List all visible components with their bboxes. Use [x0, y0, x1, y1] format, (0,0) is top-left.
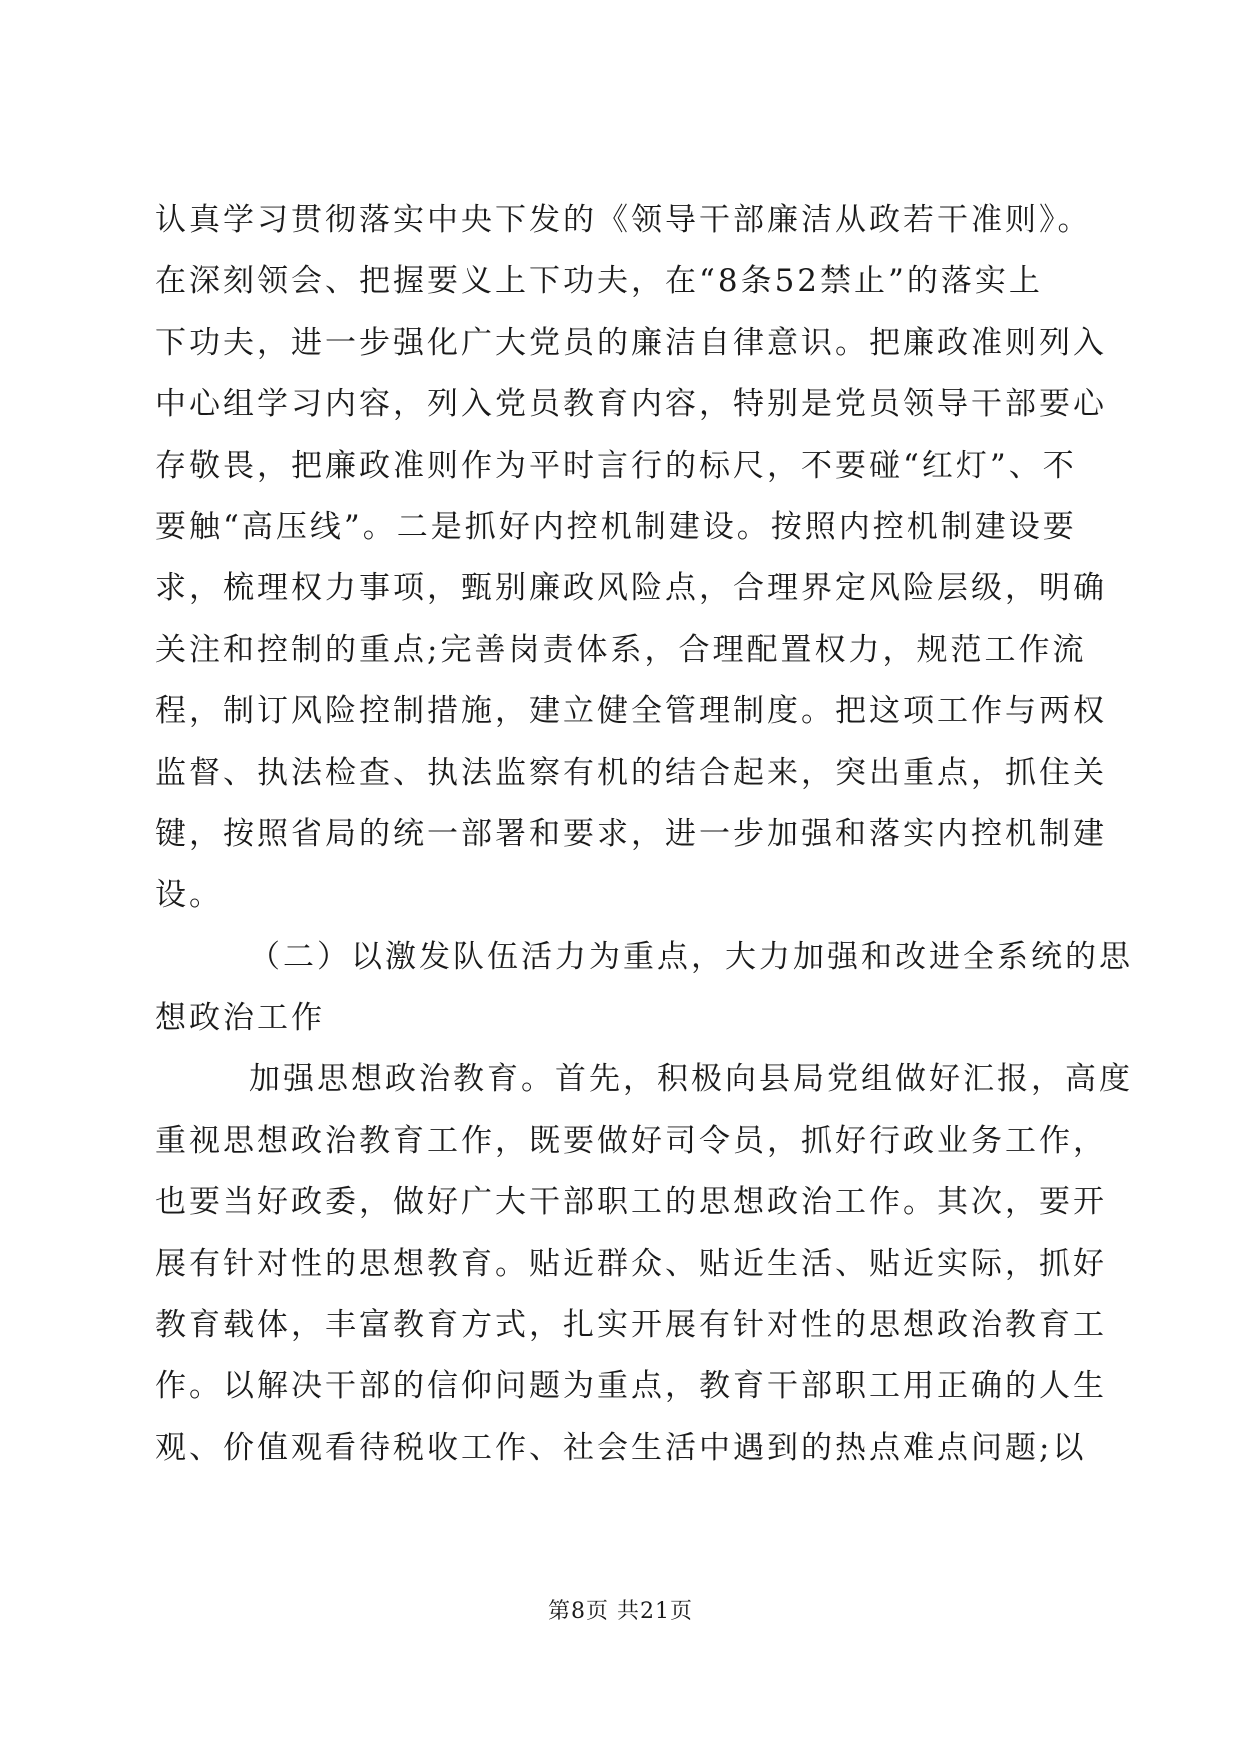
text-line: 下功夫，进一步强化广大党员的廉洁自律意识。把廉政准则列入 [155, 324, 1107, 361]
paragraph-first-line: 加强思想政治教育。首先，积极向县局党组做好汇报，高度 [249, 1061, 1133, 1098]
text-line: 设。 [155, 877, 223, 914]
text-line: 求，梳理权力事项，甄别廉政风险点，合理界定风险层级，明确 [155, 570, 1107, 607]
text-line: 展有针对性的思想教育。贴近群众、贴近生活、贴近实际，抓好 [155, 1245, 1107, 1282]
text-line: 存敬畏，把廉政准则作为平时言行的标尺，不要碰“红灯”、不 [155, 447, 1077, 484]
document-body [155, 190, 1133, 1479]
text-line: 关注和控制的重点;完善岗责体系，合理配置权力，规范工作流 [155, 631, 1087, 668]
text-line: 认真学习贯彻落实中央下发的《领导干部廉洁从政若干准则》。 [155, 202, 1092, 238]
text-line: 也要当好政委，做好广大干部职工的思想政治工作。其次，要开 [155, 1184, 1107, 1221]
text-line: 重视思想政治教育工作，既要做好司令员，抓好行政业务工作， [155, 1122, 1107, 1159]
text-line: 程，制订风险控制措施，建立健全管理制度。把这项工作与两权 [155, 693, 1107, 730]
section-heading-continued: 想政治工作 [155, 1000, 325, 1037]
text-line: 键，按照省局的统一部署和要求，进一步加强和落实内控机制建 [155, 815, 1107, 852]
text-line: 观、价值观看待税收工作、社会生活中遇到的热点难点问题;以 [155, 1429, 1087, 1466]
text-line: 中心组学习内容，列入党员教育内容，特别是党员领导干部要心 [155, 386, 1107, 423]
text-line: 要触“高压线”。二是抓好内控机制建设。按照内控机制建设要 [155, 508, 1077, 545]
text-line: 在深刻领会、把握要义上下功夫，在“8条52禁止”的落实上 [155, 263, 1043, 300]
text-line: 监督、执法检查、执法监察有机的结合起来，突出重点，抓住关 [155, 754, 1107, 791]
section-heading: （二）以激发队伍活力为重点，大力加强和改进全系统的思 [249, 938, 1133, 975]
text-line: 教育载体，丰富教育方式，扎实开展有针对性的思想政治教育工 [155, 1307, 1107, 1344]
page-number-footer: 第8页 共21页 [548, 1599, 693, 1624]
text-line: 作。以解决干部的信仰问题为重点，教育干部职工用正确的人生 [155, 1368, 1107, 1405]
